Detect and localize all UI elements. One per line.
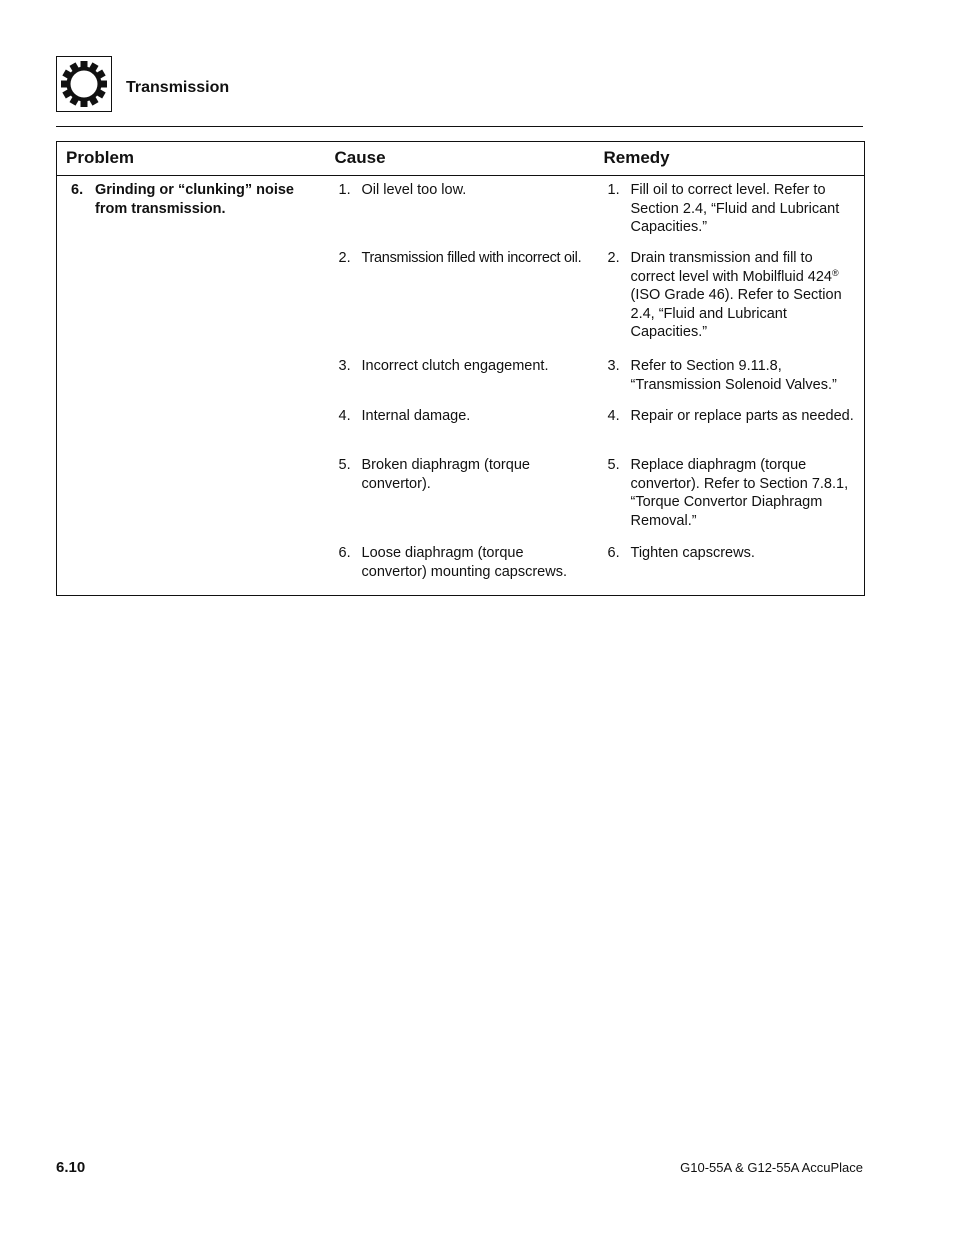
page-number: 6.10	[56, 1159, 86, 1176]
cause-number: 2.	[338, 250, 351, 266]
remedy-number: 4.	[607, 408, 620, 424]
column-header-problem: Problem	[57, 142, 326, 176]
column-header-cause: Cause	[326, 142, 595, 176]
remedy-number: 1.	[607, 182, 620, 198]
remedy-text: Tighten capscrews.	[630, 545, 755, 561]
cause-item-1	[339, 181, 587, 249]
section-icon-box	[56, 56, 112, 112]
remedy-number: 5.	[607, 457, 620, 473]
cause-item-5	[339, 456, 587, 544]
remedy-item-2	[608, 249, 857, 357]
cause-item-4	[339, 407, 587, 456]
cause-text: Loose diaphragm (torque convertor) mounting capscrews.	[361, 545, 567, 580]
problem-cell	[57, 176, 326, 596]
remedy-cell	[595, 176, 865, 596]
cause-text: Broken diaphragm (torque convertor).	[361, 457, 530, 492]
remedy-text-after: (ISO Grade 46). Refer to Section 2.4, “Fluid and Lubricant Capacities.”	[630, 287, 842, 341]
problem-text: Grinding or “clunking” noise from transmission.	[95, 182, 294, 217]
cause-text: Transmission filled with incorrect oil.	[361, 250, 582, 266]
cause-cell	[326, 176, 595, 596]
remedy-item-4	[608, 407, 857, 456]
remedy-number: 6.	[607, 545, 620, 561]
cause-item-2	[339, 249, 587, 357]
problem-number: 6.	[71, 182, 84, 198]
problem-item	[57, 176, 326, 219]
cause-text: Internal damage.	[361, 408, 471, 424]
registered-mark: ®	[831, 267, 839, 278]
cause-number: 6.	[338, 545, 351, 561]
remedy-text: Refer to Section 9.11.8, “Transmission Solenoid Valves.”	[630, 358, 837, 393]
cause-item-6	[339, 544, 587, 581]
remedy-text-before: Drain transmission and fill to correct level with Mobilfluid 424	[630, 250, 832, 285]
remedy-number: 3.	[607, 358, 620, 374]
gear-icon	[60, 60, 108, 108]
remedy-item-6	[608, 544, 857, 563]
cause-text: Oil level too low.	[361, 182, 467, 198]
cause-number: 1.	[338, 182, 351, 198]
table-row	[57, 176, 865, 596]
remedy-number: 2.	[607, 250, 620, 266]
cause-number: 3.	[338, 358, 351, 374]
cause-number: 4.	[338, 408, 351, 424]
cause-text: Incorrect clutch engagement.	[361, 358, 549, 374]
remedy-text: Replace diaphragm (torque convertor). Refer to Section 7.8.1, “Torque Convertor Diaphragm Removal.”	[630, 457, 849, 529]
table-header-row	[57, 142, 865, 176]
remedy-text	[631, 249, 857, 357]
remedy-text: Repair or replace parts as needed.	[630, 408, 854, 424]
column-header-remedy: Remedy	[595, 142, 865, 176]
remedy-text: Fill oil to correct level. Refer to Section 2.4, “Fluid and Lubricant Capacities.”	[630, 182, 840, 236]
remedy-item-3	[608, 357, 857, 407]
cause-item-3	[339, 357, 587, 407]
remedy-item-1	[608, 181, 857, 249]
remedy-item-5	[608, 456, 857, 544]
section-title: Transmission	[126, 79, 230, 96]
troubleshooting-table	[56, 141, 865, 596]
manual-title: G10-55A & G12-55A AccuPlace	[680, 1160, 863, 1175]
cause-number: 5.	[338, 457, 351, 473]
header-divider	[56, 126, 863, 127]
